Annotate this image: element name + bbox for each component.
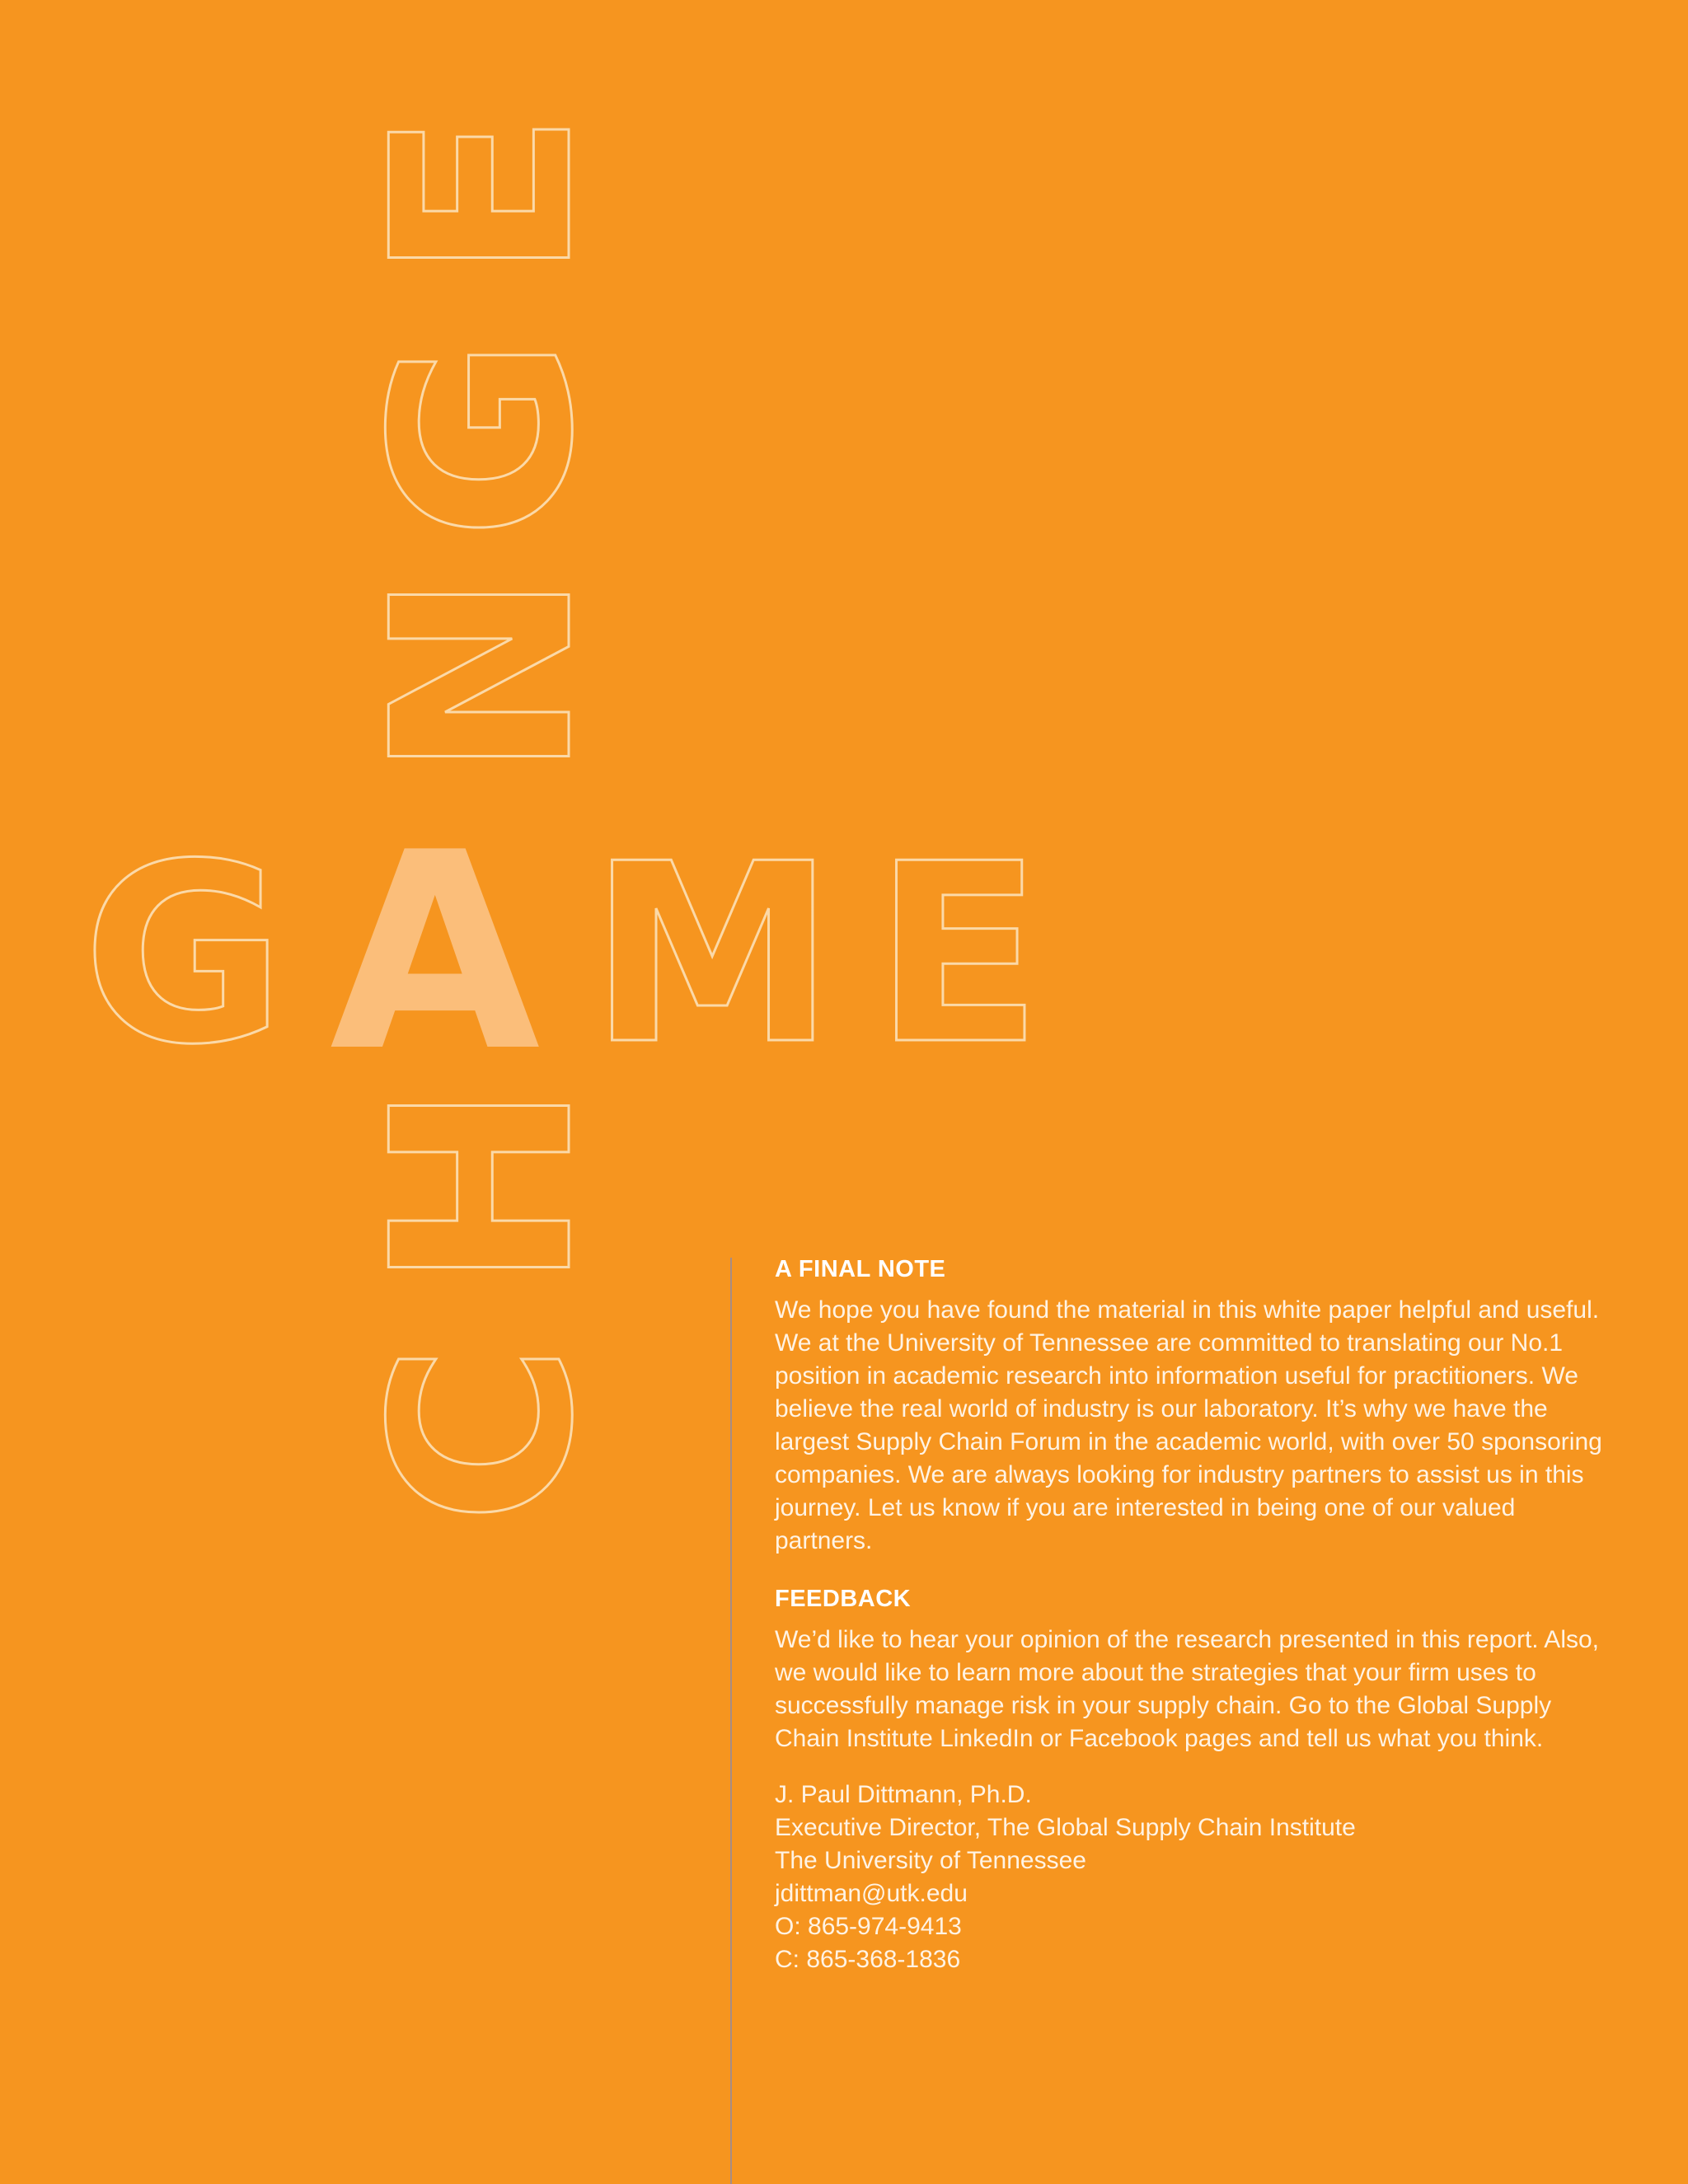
- vertical-letter-e: E: [340, 111, 627, 280]
- contact-block: [775, 1779, 1607, 1976]
- vertical-letter-g: G: [340, 336, 627, 540]
- vertical-letter-n: N: [340, 571, 627, 779]
- contact-name: J. Paul Dittmann, Ph.D.: [775, 1781, 1032, 1808]
- text-column: [775, 1251, 1607, 1976]
- contact-organization: The University of Tennessee: [775, 1847, 1086, 1874]
- feedback-heading: FEEDBACK: [775, 1586, 912, 1612]
- horizontal-letter-a: A: [330, 794, 541, 1111]
- horizontal-letter-g: G: [82, 811, 286, 1099]
- final-note-heading: A FINAL NOTE: [775, 1256, 946, 1282]
- column-divider: [730, 1258, 732, 2184]
- contact-title: Executive Director, The Global Supply Chain Institute: [775, 1814, 1356, 1841]
- feedback-body: We’d like to hear your opinion of the research presented in this report. Also, we would like to learn more about the strategies that your firm uses to successfully manage risk in your supply chain. Go to the Global Supply Chain Institute LinkedIn or Facebook pages and tell us what you think.: [775, 1626, 1600, 1752]
- horizontal-word: [82, 794, 1043, 1111]
- horizontal-letter-e: E: [874, 811, 1043, 1099]
- vertical-letter-h: H: [340, 1082, 627, 1290]
- vertical-letter-c: C: [340, 1343, 627, 1525]
- final-note-body: We hope you have found the material in this white paper helpful and useful. We at the University of Tennessee are committed to translating our No.1 position in academic research into information useful for practitioners. We believe the real world of industry is our laboratory. It’s why we have the largest Supply Chain Forum in the academic world, with over 50 sponsoring companies. We are always looking for industry partners to assist us in this journey. Let us know if you are interested in being one of our valued partners.: [775, 1296, 1602, 1554]
- horizontal-letter-m: M: [589, 811, 836, 1099]
- contact-cell-phone: C: 865-368-1836: [775, 1946, 961, 1973]
- contact-office-phone: O: 865-974-9413: [775, 1913, 962, 1940]
- contact-email[interactable]: jdittman@utk.edu: [775, 1880, 968, 1907]
